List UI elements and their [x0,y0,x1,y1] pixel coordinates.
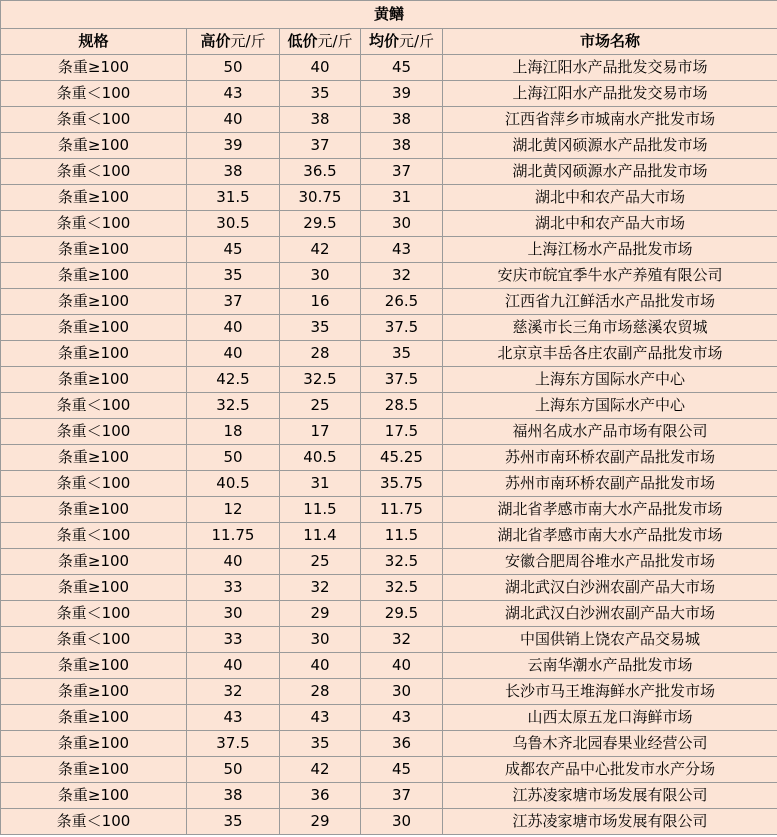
cell-low-price: 40 [280,653,361,679]
table-row [1,549,777,575]
cell-low-price: 17 [280,419,361,445]
cell-market: 江西省九江鲜活水产品批发市场 [443,289,777,315]
header-low-label: 低价 [287,32,318,50]
cell-market: 湖北黄冈硕源水产品批发市场 [443,159,777,185]
cell-low-price: 35 [280,731,361,757]
cell-low-price: 11.4 [280,523,361,549]
cell-high-price: 30.5 [187,211,280,237]
cell-market: 上海东方国际水产中心 [443,367,777,393]
cell-avg-price: 38 [361,107,443,133]
cell-avg-price: 45 [361,55,443,81]
cell-market: 湖北武汉白沙洲农副产品大市场 [443,575,777,601]
title-row [1,1,777,29]
header-avg-label: 均价 [368,32,399,50]
table-body [1,55,777,835]
cell-high-price: 35 [187,809,280,835]
cell-low-price: 29 [280,601,361,627]
table-row [1,211,777,237]
header-market: 市场名称 [443,29,777,55]
header-avg-price [361,29,443,55]
cell-spec: 条重≥100 [1,783,187,809]
cell-market: 上海江杨水产品批发市场 [443,237,777,263]
cell-market: 山西太原五龙口海鲜市场 [443,705,777,731]
table-row [1,159,777,185]
table-row [1,133,777,159]
cell-high-price: 40 [187,341,280,367]
table-row [1,809,777,835]
cell-avg-price: 45 [361,757,443,783]
cell-market: 湖北省孝感市南大水产品批发市场 [443,497,777,523]
cell-market: 江苏凌家塘市场发展有限公司 [443,783,777,809]
table-row [1,653,777,679]
cell-avg-price: 36 [361,731,443,757]
cell-avg-price: 17.5 [361,419,443,445]
cell-low-price: 40.5 [280,445,361,471]
header-low-price [280,29,361,55]
table-row [1,757,777,783]
cell-high-price: 45 [187,237,280,263]
cell-low-price: 30.75 [280,185,361,211]
table-row [1,55,777,81]
cell-high-price: 40 [187,315,280,341]
cell-high-price: 50 [187,757,280,783]
cell-spec: 条重≥100 [1,757,187,783]
cell-high-price: 37.5 [187,731,280,757]
cell-spec: 条重＜100 [1,471,187,497]
cell-high-price: 40 [187,653,280,679]
cell-high-price: 33 [187,575,280,601]
table-row [1,471,777,497]
cell-high-price: 18 [187,419,280,445]
table-row [1,445,777,471]
cell-market: 湖北省孝感市南大水产品批发市场 [443,523,777,549]
cell-market: 上海东方国际水产中心 [443,393,777,419]
cell-spec: 条重≥100 [1,185,187,211]
cell-spec: 条重＜100 [1,107,187,133]
cell-market: 云南华潮水产品批发市场 [443,653,777,679]
cell-spec: 条重≥100 [1,575,187,601]
table-row [1,393,777,419]
cell-low-price: 28 [280,341,361,367]
cell-market: 江西省萍乡市城南水产批发市场 [443,107,777,133]
table-row [1,315,777,341]
header-high-unit: 元/斤 [230,32,266,50]
cell-high-price: 38 [187,159,280,185]
cell-spec: 条重≥100 [1,341,187,367]
cell-market: 福州名成水产品市场有限公司 [443,419,777,445]
table-row [1,523,777,549]
cell-spec: 条重＜100 [1,81,187,107]
cell-spec: 条重＜100 [1,211,187,237]
cell-market: 上海江阳水产品批发交易市场 [443,81,777,107]
cell-low-price: 29.5 [280,211,361,237]
cell-avg-price: 11.5 [361,523,443,549]
header-high-label: 高价 [200,32,231,50]
cell-high-price: 43 [187,81,280,107]
header-spec: 规格 [1,29,187,55]
cell-avg-price: 35 [361,341,443,367]
cell-high-price: 50 [187,445,280,471]
cell-avg-price: 32 [361,263,443,289]
cell-high-price: 42.5 [187,367,280,393]
table-row [1,107,777,133]
cell-spec: 条重＜100 [1,393,187,419]
cell-spec: 条重≥100 [1,731,187,757]
cell-spec: 条重≥100 [1,497,187,523]
cell-avg-price: 39 [361,81,443,107]
cell-spec: 条重≥100 [1,653,187,679]
cell-high-price: 39 [187,133,280,159]
cell-avg-price: 43 [361,705,443,731]
cell-low-price: 29 [280,809,361,835]
cell-spec: 条重≥100 [1,263,187,289]
cell-low-price: 30 [280,627,361,653]
cell-spec: 条重≥100 [1,237,187,263]
cell-spec: 条重＜100 [1,523,187,549]
cell-high-price: 43 [187,705,280,731]
cell-low-price: 30 [280,263,361,289]
cell-low-price: 16 [280,289,361,315]
cell-market: 成都农产品中心批发市水产分场 [443,757,777,783]
cell-avg-price: 37.5 [361,367,443,393]
cell-avg-price: 30 [361,211,443,237]
table-row [1,81,777,107]
header-low-unit: 元/斤 [317,32,353,50]
cell-avg-price: 11.75 [361,497,443,523]
cell-low-price: 37 [280,133,361,159]
cell-market: 湖北武汉白沙洲农副产品大市场 [443,601,777,627]
cell-avg-price: 40 [361,653,443,679]
cell-market: 中国供销上饶农产品交易城 [443,627,777,653]
cell-avg-price: 32.5 [361,549,443,575]
cell-spec: 条重≥100 [1,315,187,341]
cell-avg-price: 28.5 [361,393,443,419]
cell-avg-price: 30 [361,679,443,705]
table-row [1,731,777,757]
header-row [1,29,777,55]
cell-market: 乌鲁木齐北园春果业经营公司 [443,731,777,757]
cell-avg-price: 32 [361,627,443,653]
cell-avg-price: 43 [361,237,443,263]
cell-high-price: 35 [187,263,280,289]
table-row [1,289,777,315]
cell-market: 安庆市皖宜季牛水产养殖有限公司 [443,263,777,289]
cell-high-price: 50 [187,55,280,81]
cell-low-price: 35 [280,315,361,341]
table-row [1,263,777,289]
cell-low-price: 36.5 [280,159,361,185]
cell-market: 长沙市马王堆海鲜水产批发市场 [443,679,777,705]
table-row [1,419,777,445]
cell-spec: 条重≥100 [1,549,187,575]
cell-high-price: 11.75 [187,523,280,549]
cell-low-price: 40 [280,55,361,81]
cell-low-price: 42 [280,757,361,783]
cell-avg-price: 38 [361,133,443,159]
cell-low-price: 42 [280,237,361,263]
cell-market: 北京京丰岳各庄农副产品批发市场 [443,341,777,367]
cell-market: 苏州市南环桥农副产品批发市场 [443,445,777,471]
table-title: 黄鳝 [1,1,777,29]
cell-high-price: 40 [187,107,280,133]
table-row [1,497,777,523]
cell-spec: 条重≥100 [1,289,187,315]
cell-high-price: 32.5 [187,393,280,419]
cell-high-price: 40 [187,549,280,575]
cell-avg-price: 45.25 [361,445,443,471]
cell-market: 湖北黄冈硕源水产品批发市场 [443,133,777,159]
cell-market: 慈溪市长三角市场慈溪农贸城 [443,315,777,341]
cell-market: 江苏凌家塘市场发展有限公司 [443,809,777,835]
cell-low-price: 25 [280,549,361,575]
cell-low-price: 43 [280,705,361,731]
header-avg-unit: 元/斤 [398,32,435,50]
cell-low-price: 32 [280,575,361,601]
cell-avg-price: 26.5 [361,289,443,315]
cell-low-price: 35 [280,81,361,107]
table-row [1,237,777,263]
cell-spec: 条重≥100 [1,55,187,81]
cell-high-price: 38 [187,783,280,809]
cell-spec: 条重≥100 [1,705,187,731]
cell-high-price: 37 [187,289,280,315]
table-row [1,705,777,731]
cell-low-price: 31 [280,471,361,497]
cell-avg-price: 30 [361,809,443,835]
cell-low-price: 11.5 [280,497,361,523]
cell-market: 湖北中和农产品大市场 [443,211,777,237]
cell-spec: 条重≥100 [1,133,187,159]
header-high-price [187,29,280,55]
table-row [1,627,777,653]
cell-spec: 条重＜100 [1,809,187,835]
cell-high-price: 31.5 [187,185,280,211]
cell-market: 上海江阳水产品批发交易市场 [443,55,777,81]
cell-avg-price: 35.75 [361,471,443,497]
cell-spec: 条重＜100 [1,159,187,185]
cell-avg-price: 37 [361,159,443,185]
cell-avg-price: 31 [361,185,443,211]
cell-spec: 条重＜100 [1,601,187,627]
table-row [1,575,777,601]
cell-low-price: 38 [280,107,361,133]
cell-spec: 条重＜100 [1,627,187,653]
cell-low-price: 25 [280,393,361,419]
cell-spec: 条重≥100 [1,367,187,393]
cell-avg-price: 37 [361,783,443,809]
cell-low-price: 36 [280,783,361,809]
table-row [1,679,777,705]
cell-low-price: 32.5 [280,367,361,393]
cell-avg-price: 32.5 [361,575,443,601]
cell-high-price: 12 [187,497,280,523]
cell-spec: 条重≥100 [1,445,187,471]
table-row [1,601,777,627]
cell-market: 湖北中和农产品大市场 [443,185,777,211]
cell-low-price: 28 [280,679,361,705]
cell-high-price: 30 [187,601,280,627]
table-row [1,185,777,211]
cell-market: 安徽合肥周谷堆水产品批发市场 [443,549,777,575]
cell-high-price: 40.5 [187,471,280,497]
cell-high-price: 33 [187,627,280,653]
table-row [1,341,777,367]
cell-avg-price: 29.5 [361,601,443,627]
cell-high-price: 32 [187,679,280,705]
cell-avg-price: 37.5 [361,315,443,341]
table-row [1,367,777,393]
cell-spec: 条重≥100 [1,679,187,705]
cell-spec: 条重＜100 [1,419,187,445]
table-row [1,783,777,809]
cell-market: 苏州市南环桥农副产品批发市场 [443,471,777,497]
